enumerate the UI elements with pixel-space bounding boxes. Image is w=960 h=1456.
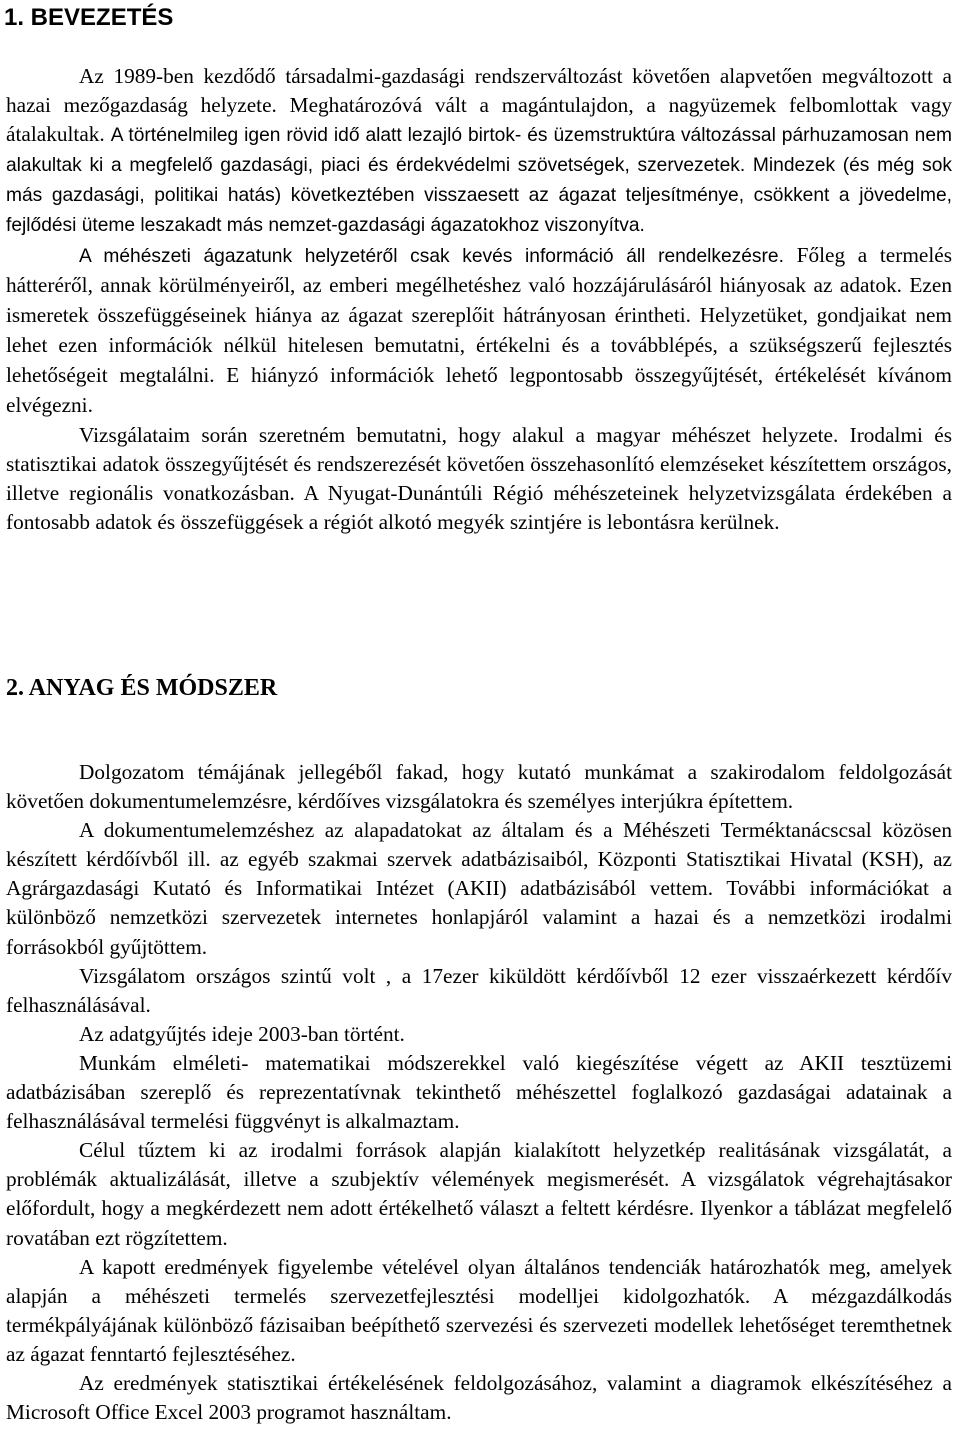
section-1-body xyxy=(6,62,952,538)
section-2-body xyxy=(6,758,952,1427)
paragraph: Célul tűztem ki az irodalmi források alapján kialakított helyzetkép realitásának vizsgálatát, a problémák aktualizálását, illetve a szubjektív vélemények megismerését. A vizsgálatok végrehajtásakor előfordult, hogy a megkérdezett nem adott értékelhető választ a feltett kérdésre. Ilyenkor a táblázat megfelelő rovatában ezt rögzítettem. xyxy=(6,1138,952,1250)
paragraph-text: Az 1989-ben kezdődő társadalmi-gazdasági rendszerváltozást követően alapvetően megváltozott a hazai mezőgazdaság helyzete. Meghatározóvá vált a magántulajdon, a nagyüzemek felbomlottak vagy átalakultak. xyxy=(6,64,952,147)
paragraph: A kapott eredmények figyelembe vételével olyan általános tendenciák határozhatók meg, amelyek alapján a méhészeti termelés szervezetfejlesztési modelljei kidolgozhatók. A mézgazdálkodás termékpályájának különböző fázisaiban beépíthető szervezési és szervezeti modellek lehetőséget teremthetnek az ágazat fenntartó fejlesztéséhez. xyxy=(6,1254,952,1366)
paragraph: Az eredmények statisztikai értékelésének feldolgozásához, valamint a diagramok elkészítéséhez a Microsoft Office Excel 2003 programot használtam. xyxy=(6,1370,952,1425)
paragraph xyxy=(6,241,952,422)
paragraph: Vizsgálatom országos szintű volt , a 17ezer kiküldött kérdőívből 12 ezer visszaérkezett kérdőív felhasználásával. xyxy=(6,963,952,1017)
section-2-heading: 2. ANYAG ÉS MÓDSZER xyxy=(6,675,278,701)
paragraph-text: A méhészeti ágazatunk helyzetéről csak kevés információ áll rendelkezésre. xyxy=(79,245,784,267)
paragraph: Dolgozatom témájának jellegéből fakad, hogy kutató munkámat a szakirodalom feldolgozását követően dokumentumelemzésre, kérdőíves vizsgálatokra és személyes interjúkra építettem. xyxy=(6,760,952,814)
paragraph-text: Mindezek (és még sok más gazdasági, politikai hatás) következtében visszaesett az ágazat teljesítménye, csökkent a jövedelme, fejlődési üteme leszakadt más nemzet-gazdasági ágazatokhoz viszonyítva. xyxy=(6,155,953,237)
paragraph: Munkám elméleti- matematikai módszerekkel való kiegészítése végett az AKII tesztüzemi adatbázisában szereplő és reprezentatívnak tekinthető méhészettel foglalkozó gazdaságai adatainak a felhasználásával termelési függvényt is alkalmaztam. xyxy=(6,1050,952,1134)
paragraph xyxy=(6,62,952,241)
paragraph-text: Főleg a termelés hátteréről, annak körülményeiről, az emberi megélhetéshez való hozzájárulásáról hiányosak az adatok. Ezen ismeretek összefüggéseinek hiánya az ágazat szereplőit hátrányosan érintheti. Helyzetüket, gondjaikat nem lehet ezen információk nélkül hitelesen bemutatni, értékelni és a továbblépés, a szükségszerű fejlesztés lehetőségeit megtalálni. E hiányzó információk lehető legpontosabb összegyűjtését, értékelését kívánom elvégezni. xyxy=(6,242,952,418)
section-1-heading: 1. BEVEZETÉS xyxy=(4,4,174,31)
paragraph-text: A történelmileg igen rövid idő alatt lezajló birtok- és üzemstruktúra változással párhuzamosan nem alakultak ki a megfelelő gazdasági, piaci és érdekvédelmi szövetségek, szervezetek. xyxy=(6,125,952,177)
paragraph: Vizsgálataim során szeretném bemutatni, hogy alakul a magyar méhészet helyzete. Irodalmi és statisztikai adatok összegyűjtését és rendszerezését követően összehasonlító elemzéseket készítettem országos, illetve regionális vonatkozásban. A Nyugat-Dunántúli Régió méhészeteinek helyzetvizsgálata érdekében a fontosabb adatok és összefüggések a régiót alkotó megyék szintjére is lebontásra kerülnek. xyxy=(6,423,952,535)
paragraph: A dokumentumelemzéshez az alapadatokat az általam és a Méhészeti Terméktanácscsal közösen készített kérdőívből ill. az egyéb szakmai szervek adatbázisaiból, Központi Statisztikai Hivatal (KSH), az Agrárgazdasági Kutató és Informatikai Intézet (AKII) adatbázisából vettem. További információkat a különböző nemzetközi szervezetek internetes honlapjáról valamint a hazai és a nemzetközi irodalmi forrásokból gyűjtöttem. xyxy=(6,818,952,959)
paragraph: Az adatgyűjtés ideje 2003-ban történt. xyxy=(79,1021,405,1046)
